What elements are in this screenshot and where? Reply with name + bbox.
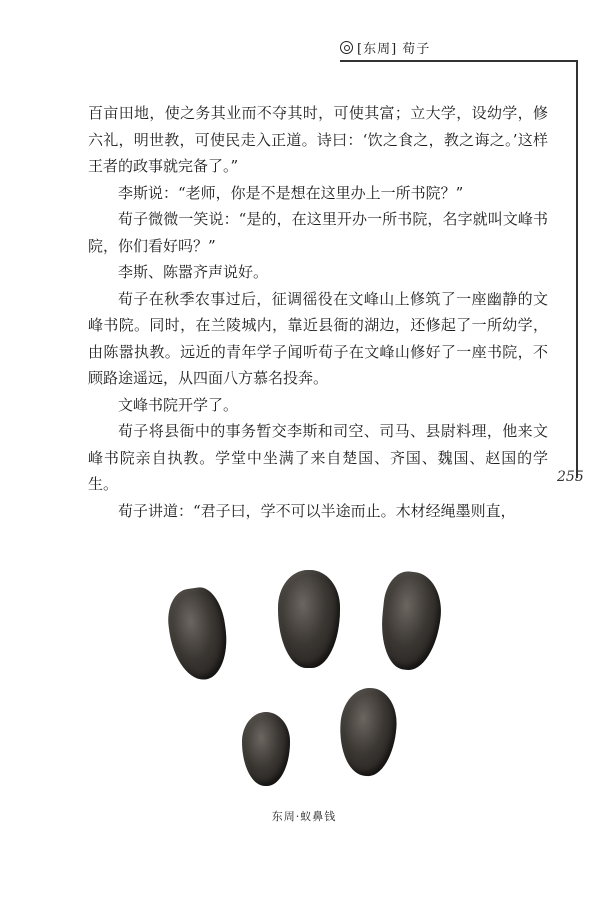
coin-photo [150, 560, 450, 790]
paragraph: 百亩田地，使之务其业而不夺其时，可使其富；立大学，设幼学，修六礼，明世教，可使民走入正道。诗曰：‘饮之食之，教之诲之。’这样王者的政事就完备了。” [88, 104, 548, 175]
page-number: 255 [557, 469, 584, 485]
coin-image [242, 712, 290, 786]
running-head-title: [东周] 荀子 [357, 42, 431, 57]
coin-image [164, 585, 232, 684]
paragraph: 荀子讲道：“君子曰，学不可以半途而止。木材经绳墨则直， [118, 501, 516, 520]
paragraph: 李斯、陈嚣齐声说好。 [118, 263, 269, 281]
header-rule [340, 60, 578, 62]
double-circle-icon [340, 41, 353, 54]
figure-caption: 东周·蚁鼻钱 [271, 810, 337, 823]
paragraph: 李斯说：“老师，你是不是想在这里办上一所书院？” [118, 183, 464, 202]
paragraph: 荀子在秋季农事过后，征调徭役在文峰山上修筑了一座幽静的文峰书院。同时，在兰陵城内，靠近县衙的湖边，还修起了一所幼学，由陈嚣执教。远近的青年学子闻听荀子在文峰山修好了一座书院，不顾路途遥远，从四面八方慕名投奔。 [88, 289, 548, 387]
side-rule [576, 60, 578, 478]
coin-image [377, 569, 445, 673]
body-text [88, 100, 548, 524]
paragraph: 荀子微微一笑说：“是的，在这里开办一所书院，名字就叫文峰书院，你们看好吗？” [88, 210, 548, 255]
paragraph: 荀子将县衙中的事务暂交李斯和司空、司马、县尉料理，他来文峰书院亲自执教。学堂中坐满了来自楚国、齐国、魏国、赵国的学生。 [88, 422, 548, 493]
coin-image [278, 570, 340, 668]
coin-image [337, 686, 399, 778]
running-head [340, 38, 430, 57]
paragraph: 文峰书院开学了。 [118, 395, 239, 414]
